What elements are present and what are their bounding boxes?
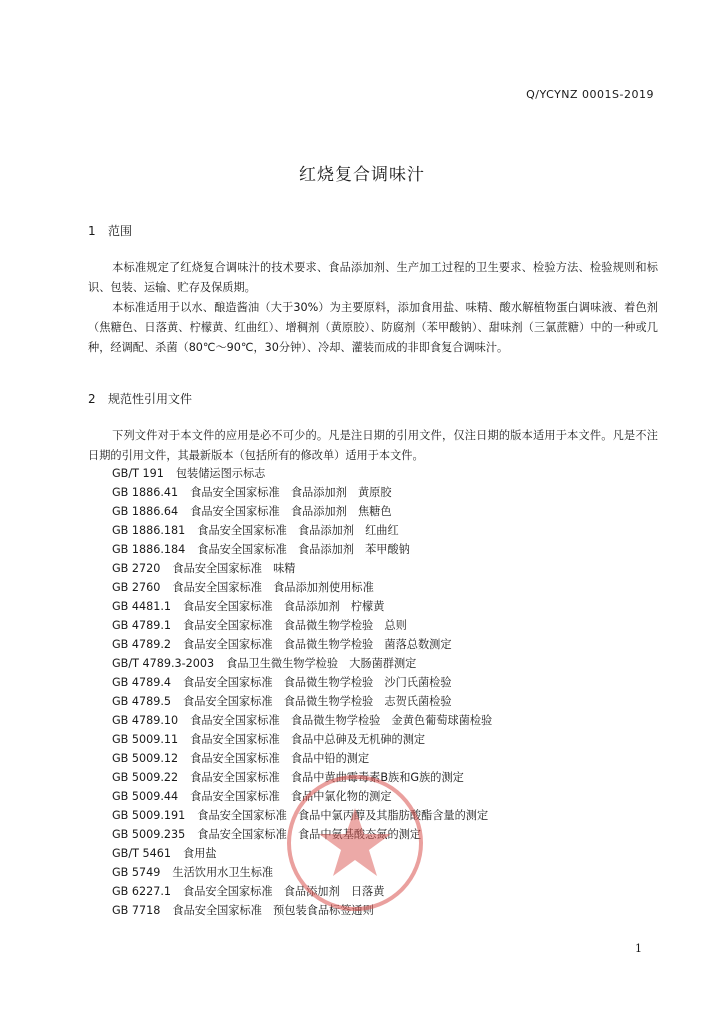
reference-item: [112, 635, 492, 654]
page-number: 1: [635, 942, 642, 955]
reference-title: 食品安全国家标准 食品添加剂 苯甲酸钠: [197, 543, 410, 556]
section-heading-normative-references: [88, 390, 192, 407]
reference-code: GB 5749: [112, 866, 161, 879]
reference-title: 食品安全国家标准 食品添加剂 日落黄: [183, 885, 385, 898]
reference-title: 食品安全国家标准 食品微生物学检验 总则: [183, 619, 407, 632]
reference-code: GB 1886.41: [112, 486, 179, 499]
reference-title: 食品安全国家标准 食品中氯化物的测定: [190, 790, 392, 803]
reference-code: GB 5009.44: [112, 790, 179, 803]
document-code: Q/YCYNZ 0001S-2019: [526, 88, 654, 101]
reference-code: GB 1886.64: [112, 505, 179, 518]
reference-item: [112, 616, 492, 635]
reference-code: GB 5009.235: [112, 828, 186, 841]
scope-paragraph-2: [88, 298, 658, 358]
reference-title: 食品安全国家标准 食品中铅的测定: [190, 752, 370, 765]
reference-item: [112, 521, 492, 540]
reference-title: 食品安全国家标准 食品添加剂 红曲红: [197, 524, 399, 537]
reference-title: 食用盐: [182, 847, 217, 860]
reference-code: GB 7718: [112, 904, 161, 917]
reference-code: GB 1886.181: [112, 524, 186, 537]
reference-item: [112, 502, 492, 521]
reference-item: [112, 749, 492, 768]
section-heading-scope: [88, 222, 132, 239]
reference-item: [112, 464, 492, 483]
reference-title: 食品安全国家标准 食品中氨基酸态氮的测定: [197, 828, 422, 841]
reference-title: 食品安全国家标准 食品微生物学检验 沙门氏菌检验: [183, 676, 452, 689]
reference-title: 食品卫生微生物学检验 大肠菌群测定: [226, 657, 417, 670]
paragraph-text: 本标准适用于以水、酿造酱油（大于30%）为主要原料，添加食用盐、味精、酸水解植物蛋白调味液、着色剂（焦糖色、日落黄、柠檬黄、红曲红）、增稠剂（黄原胶）、防腐剂（苯甲酸钠）、甜味剂（三氯蔗糖）中的一种或几种，经调配、杀菌（80℃～90℃，30分钟）、冷却、灌装而成的非即食复合调味汁。: [88, 301, 658, 354]
reference-item: [112, 654, 492, 673]
reference-code: GB 4789.2: [112, 638, 172, 651]
reference-code: GB 4789.5: [112, 695, 172, 708]
reference-code: GB 4789.4: [112, 676, 172, 689]
reference-title: 食品安全国家标准 食品微生物学检验 菌落总数测定: [183, 638, 452, 651]
section-title: 范围: [108, 224, 133, 238]
reference-item: [112, 692, 492, 711]
reference-item: [112, 483, 492, 502]
reference-title: 食品安全国家标准 食品添加剂 黄原胶: [190, 486, 392, 499]
reference-title: 生活饮用水卫生标准: [172, 866, 274, 879]
section-number: 1: [88, 224, 96, 238]
reference-code: GB 4789.10: [112, 714, 179, 727]
scope-paragraph-1: [88, 258, 658, 298]
reference-code: GB 4481.1: [112, 600, 172, 613]
reference-title: 食品安全国家标准 食品中总砷及无机砷的测定: [190, 733, 426, 746]
reference-code: GB 5009.191: [112, 809, 186, 822]
reference-code: GB 4789.1: [112, 619, 172, 632]
reference-item: [112, 559, 492, 578]
reference-title: 食品安全国家标准 食品微生物学检验 金黄色葡萄球菌检验: [190, 714, 493, 727]
reference-code: GB 6227.1: [112, 885, 172, 898]
reference-code: GB/T 4789.3-2003: [112, 657, 215, 670]
reference-code: GB 2720: [112, 562, 161, 575]
reference-code: GB 5009.11: [112, 733, 179, 746]
section-title: 规范性引用文件: [108, 392, 193, 406]
reference-item: [112, 597, 492, 616]
reference-title: 食品安全国家标准 食品添加剂使用标准: [172, 581, 374, 594]
reference-code: GB 2760: [112, 581, 161, 594]
reference-code: GB/T 5461: [112, 847, 171, 860]
reference-item: [112, 540, 492, 559]
reference-item: [112, 578, 492, 597]
reference-item: [112, 711, 492, 730]
reference-title: 食品安全国家标准 食品添加剂 柠檬黄: [183, 600, 385, 613]
reference-title: 包装储运图示标志: [175, 467, 266, 480]
reference-code: GB 1886.184: [112, 543, 186, 556]
reference-title: 食品安全国家标准 味精: [172, 562, 296, 575]
reference-title: 食品安全国家标准 食品微生物学检验 志贺氏菌检验: [183, 695, 452, 708]
reference-code: GB 5009.12: [112, 752, 179, 765]
section-number: 2: [88, 392, 96, 406]
reference-item: [112, 730, 492, 749]
reference-title: 食品安全国家标准 食品中黄曲霉毒素B族和G族的测定: [190, 771, 464, 784]
reference-item: [112, 673, 492, 692]
document-title: 红烧复合调味汁: [299, 165, 425, 185]
company-seal-stamp: [280, 768, 430, 918]
reference-title: 食品安全国家标准 预包装食品标签通则: [172, 904, 374, 917]
reference-title: 食品安全国家标准 食品添加剂 焦糖色: [190, 505, 392, 518]
reference-code: GB/T 191: [112, 467, 164, 480]
reference-title: 食品安全国家标准 食品中氯丙醇及其脂肪酸酯含量的测定: [197, 809, 489, 822]
paragraph-text: 本标准规定了红烧复合调味汁的技术要求、食品添加剂、生产加工过程的卫生要求、检验方法、检验规则和标识、包装、运输、贮存及保质期。: [88, 261, 658, 294]
paragraph-text: 下列文件对于本文件的应用是必不可少的。凡是注日期的引用文件，仅注日期的版本适用于本文件。凡是不注日期的引用文件，其最新版本（包括所有的修改单）适用于本文件。: [88, 429, 658, 462]
reference-code: GB 5009.22: [112, 771, 179, 784]
references-intro-paragraph: [88, 426, 658, 466]
